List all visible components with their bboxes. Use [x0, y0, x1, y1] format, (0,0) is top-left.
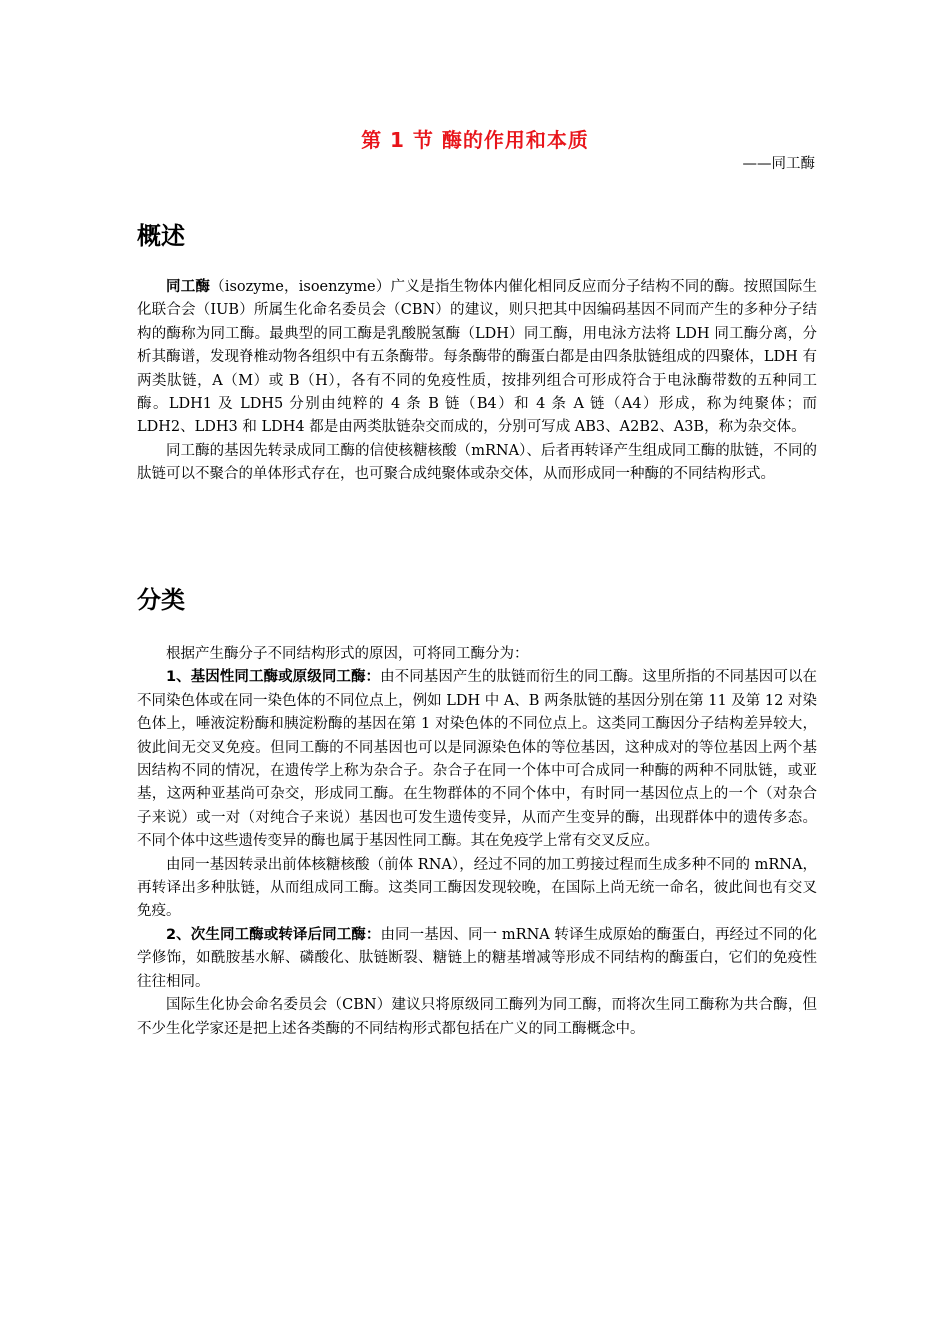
classification-paragraph-5: 国际生化协会命名委员会（CBN）建议只将原级同工酶列为同工酶，而将次生同工酶称为共合酶，但不少生化学家还是把上述各类酶的不同结构形式都包括在广义的同工酶概念中。: [137, 997, 817, 1037]
classification-paragraph-2: [137, 666, 817, 853]
classification-paragraph-4-text: 由同一基因、同一 mRNA 转译生成原始的酶蛋白，再经过不同的化学修饰，如酰胺基水解、磷酸化、肽链断裂、糖链上的糖基增减等形成不同结构的酶蛋白，它们的免疫性往往相同。: [137, 926, 817, 990]
section-overview-body: [137, 276, 817, 487]
classification-paragraph-4: [137, 924, 817, 994]
section-classification-body: [137, 643, 817, 1041]
page-title: 第 1 节 酶的作用和本质: [361, 128, 589, 152]
term-genetic-isozyme: 1、基因性同工酶或原级同工酶：: [166, 669, 381, 686]
overview-paragraph-1-text: （isozyme，isoenzyme）广义是指生物体内催化相同反应而分子结构不同的酶。按照国际生化联合会（IUB）所属生化命名委员会（CBN）的建议，则只把其中因编码基因不同而产生的多种分子结构的酶称为同工酶。最典型的同工酶是乳酸脱氢酶（LDH）同工酶，用电泳方法将 LDH 同工酶分离，分析其酶谱，发现脊椎动物各组织中有五条酶带。每条酶带的酶蛋白都是由四条肽链组成的四聚体，LDH 有两类肽链，A（M）或 B（H），各有不同的免疫性质，按排列组合可形成符合于电泳酶带数的五种同工酶。LDH1 及 LDH5 分别由纯粹的 4 条 B 链（B4）和 4 条 A 链（A4）形成，称为纯聚体；而 LDH2、LDH3 和 LDH4 都是由两类肽链杂交而成的，分别可写成 AB3、A2B2、A3B，称为杂交体。: [137, 279, 818, 436]
classification-paragraph-3: 由同一基因转录出前体核糖核酸（前体 RNA），经过不同的加工剪接过程而生成多种不同的 mRNA，再转译出多种肽链，从而组成同工酶。这类同工酶因发现较晚，在国际上尚无统一命名，彼此间也有交叉免疫。: [137, 856, 817, 920]
term-isozyme: 同工酶: [166, 279, 211, 295]
section-heading-classification: 分类: [137, 586, 185, 614]
classification-paragraph-1: 根据产生酶分子不同结构形式的原因，可将同工酶分为：: [166, 646, 529, 662]
term-secondary-isozyme: 2、次生同工酶或转译后同工酶：: [166, 926, 381, 943]
section-heading-overview: 概述: [137, 222, 185, 250]
page-subtitle: ——同工酶: [742, 156, 815, 172]
overview-paragraph-2: 同工酶的基因先转录成同工酶的信使核糖核酸（mRNA）、后者再转译产生组成同工酶的肽链，不同的肽链可以不聚合的单体形式存在，也可聚合成纯聚体或杂交体，从而形成同一种酶的不同结构形式。: [137, 442, 817, 483]
overview-paragraph-1: [137, 276, 817, 440]
classification-paragraph-2-text: 由不同基因产生的肽链而衍生的同工酶。这里所指的不同基因可以在不同染色体或在同一染色体的不同位点上，例如 LDH 中 A、B 两条肽链的基因分别在第 11 及第 12 对染色体上，唾液淀粉酶和胰淀粉酶的基因在第 1 对染色体的不同位点上。这类同工酶因分子结构差异较大，彼此间无交叉免疫。但同工酶的不同基因也可以是同源染色体的等位基因，这种成对的等位基因上两个基因结构不同的情况，在遗传学上称为杂合子。杂合子在同一个体中可合成同一种酶的两种不同肽链，或亚基，这两种亚基尚可杂交，形成同工酶。在生物群体的不同个体中，有时同一基因位点上的一个（对杂合子来说）或一对（对纯合子来说）基因也可发生遗传变异，从而产生变异的酶，出现群体中的遗传多态。不同个体中这些遗传变异的酶也属于基因性同工酶。其在免疫学上常有交叉反应。: [137, 669, 818, 850]
